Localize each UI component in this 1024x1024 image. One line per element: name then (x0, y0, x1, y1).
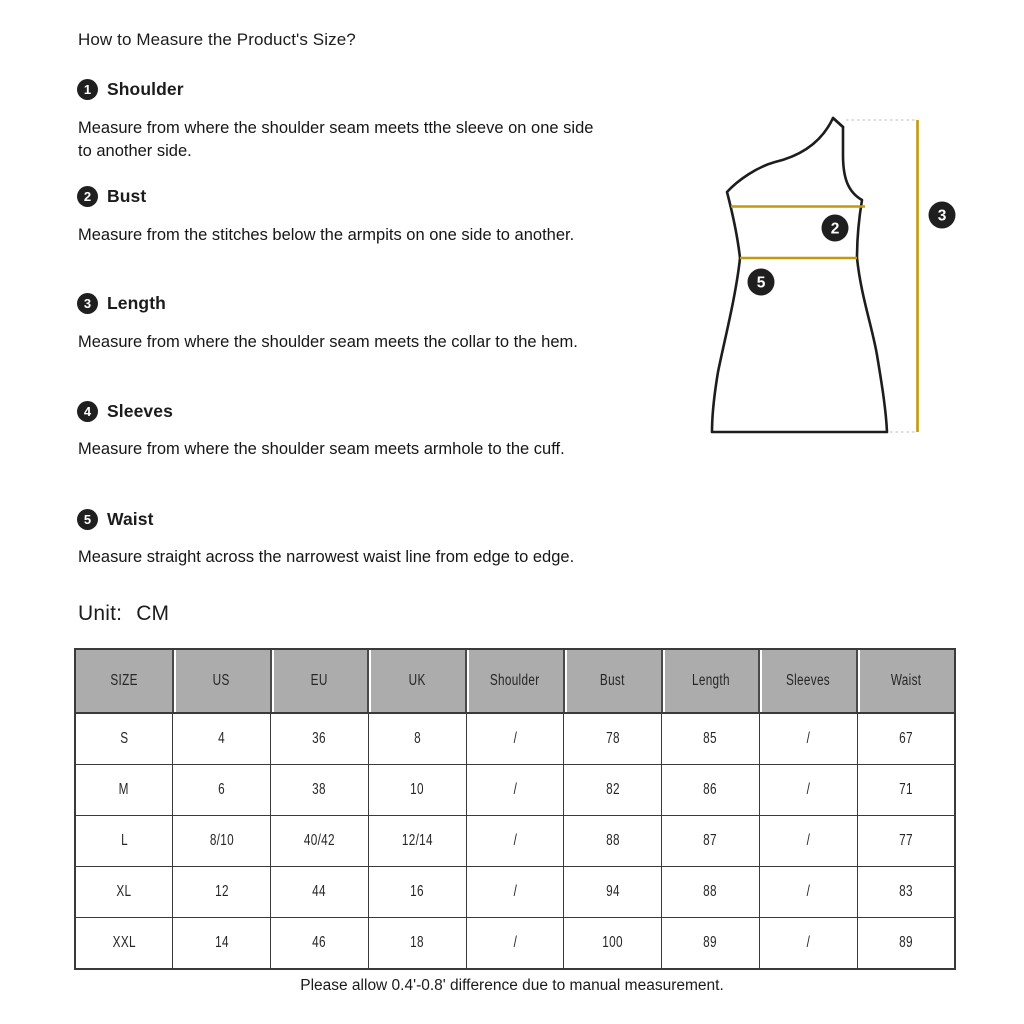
table-header-label: Shoulder (490, 672, 540, 689)
section-shoulder-desc: Measure from where the shoulder seam meets tthe sleeve on one side to another side. (78, 119, 594, 160)
step-1-badge: 1 (77, 79, 98, 100)
step-4-badge: 4 (77, 401, 98, 422)
table-cell-value: 78 (605, 730, 620, 747)
table-cell-value: 36 (312, 730, 327, 747)
table-cell (662, 713, 760, 765)
table-cell-value: 83 (898, 883, 913, 900)
table-cell (466, 867, 564, 918)
table-row (75, 867, 955, 918)
table-row (75, 713, 955, 765)
table-cell-value: 40/42 (303, 832, 335, 849)
table-header-label: Bust (600, 672, 626, 689)
unit-label: Unit: (78, 602, 123, 625)
table-cell (466, 765, 564, 816)
section-shoulder-label: Shoulder (107, 79, 184, 99)
table-cell (564, 867, 662, 918)
table-row (75, 918, 955, 970)
table-cell (759, 765, 857, 816)
table-cell-value: 38 (312, 781, 327, 798)
step-5-badge: 5 (77, 509, 98, 530)
unit-value: CM (136, 602, 170, 625)
table-cell (368, 918, 466, 970)
table-header-cell (271, 649, 369, 713)
table-cell-value: 46 (312, 934, 327, 951)
table-cell (368, 765, 466, 816)
table-cell (857, 816, 955, 867)
table-cell-value: 14 (214, 934, 229, 951)
unit-line (78, 602, 169, 626)
table-cell (75, 867, 173, 918)
table-cell (759, 816, 857, 867)
dress-outline (712, 118, 887, 432)
table-cell (173, 918, 271, 970)
marker-length (929, 202, 956, 229)
table-cell (368, 867, 466, 918)
table-cell (368, 816, 466, 867)
table-cell (75, 816, 173, 867)
table-header-cell (564, 649, 662, 713)
table-cell-value: XXL (112, 934, 136, 951)
page-title: How to Measure the Product's Size? (78, 30, 356, 49)
table-cell-value: 44 (312, 883, 327, 900)
table-cell (662, 867, 760, 918)
table-cell-value: 8/10 (209, 832, 234, 849)
table-header-label: Waist (890, 672, 922, 689)
table-cell (564, 765, 662, 816)
table-cell-value: 18 (410, 934, 425, 951)
section-waist (77, 509, 154, 530)
table-cell (759, 918, 857, 970)
table-cell-value: 10 (410, 781, 425, 798)
section-length (77, 293, 166, 314)
table-cell-value: 67 (898, 730, 913, 747)
table-cell (857, 867, 955, 918)
table-cell-value: 89 (898, 934, 913, 951)
table-cell (564, 918, 662, 970)
table-cell-value: XL (116, 883, 132, 900)
table-cell (759, 713, 857, 765)
marker-waist-number: 5 (756, 274, 766, 292)
table-cell-value: / (806, 832, 811, 849)
table-cell-value: M (119, 781, 130, 798)
table-row (75, 816, 955, 867)
table-cell (271, 918, 369, 970)
table-cell (662, 765, 760, 816)
table-cell-value: / (806, 781, 811, 798)
table-cell (368, 713, 466, 765)
table-cell-value: 88 (605, 832, 620, 849)
section-bust (77, 186, 146, 207)
table-header-label: UK (408, 672, 426, 689)
table-cell (759, 867, 857, 918)
table-cell-value: / (513, 832, 517, 849)
table-header-cell (368, 649, 466, 713)
table-cell (466, 713, 564, 765)
table-cell-value: L (120, 832, 128, 849)
marker-length-number: 3 (937, 207, 947, 225)
section-shoulder (77, 79, 184, 100)
step-3-badge: 3 (77, 293, 98, 314)
footer-note: Please allow 0.4'-0.8' difference due to manual measurement. (300, 977, 724, 994)
table-header-label: Sleeves (786, 672, 831, 689)
table-cell (271, 816, 369, 867)
table-cell (173, 816, 271, 867)
table-cell-value: / (806, 883, 811, 900)
size-table (74, 648, 956, 970)
table-cell-value: / (806, 934, 811, 951)
table-cell (173, 867, 271, 918)
table-cell (271, 867, 369, 918)
size-table-body (75, 713, 955, 969)
table-cell (466, 816, 564, 867)
table-cell-value: / (806, 730, 811, 747)
table-cell-value: 8 (413, 730, 421, 747)
table-cell-value: 89 (703, 934, 718, 951)
table-cell-value: 85 (703, 730, 718, 747)
table-cell-value: 100 (602, 934, 623, 951)
table-header-label: SIZE (110, 672, 138, 689)
table-header-row (75, 649, 955, 713)
table-row (75, 765, 955, 816)
table-cell-value: 88 (703, 883, 718, 900)
table-cell (564, 713, 662, 765)
table-cell (857, 918, 955, 970)
table-cell (271, 765, 369, 816)
section-bust-desc: Measure from the stitches below the armpits on one side to another. (78, 226, 575, 244)
table-cell-value: 12/14 (401, 832, 433, 849)
table-cell-value: 86 (703, 781, 718, 798)
table-header-cell (857, 649, 955, 713)
table-cell-value: S (120, 730, 129, 747)
table-cell-value: 6 (218, 781, 226, 798)
step-2-badge: 2 (77, 186, 98, 207)
table-cell-value: / (513, 883, 517, 900)
table-cell-value: / (513, 934, 517, 951)
dress-strap-tip (833, 118, 843, 127)
table-cell-value: 16 (410, 883, 425, 900)
table-cell (271, 713, 369, 765)
section-bust-label: Bust (107, 186, 147, 206)
table-cell-value: / (513, 781, 517, 798)
table-header-label: US (213, 672, 231, 689)
table-header-cell (173, 649, 271, 713)
marker-bust (822, 215, 849, 242)
section-sleeves-desc: Measure from where the shoulder seam meets armhole to the cuff. (78, 440, 565, 458)
section-length-label: Length (107, 293, 166, 313)
table-cell-value: 4 (218, 730, 226, 747)
section-length-desc: Measure from where the shoulder seam meets the collar to the hem. (78, 333, 578, 351)
table-header-cell (466, 649, 564, 713)
table-cell-value: 77 (898, 832, 913, 849)
table-cell-value: 71 (898, 781, 913, 798)
table-cell (75, 765, 173, 816)
section-waist-desc: Measure straight across the narrowest waist line from edge to edge. (78, 548, 575, 566)
table-cell (857, 713, 955, 765)
table-cell (173, 765, 271, 816)
section-waist-label: Waist (107, 509, 154, 529)
size-table-head (75, 649, 955, 713)
section-sleeves (77, 401, 173, 422)
table-cell (75, 713, 173, 765)
table-cell (173, 713, 271, 765)
table-header-label: Length (691, 672, 730, 689)
table-cell-value: 87 (703, 832, 718, 849)
marker-waist (748, 269, 775, 296)
table-cell (466, 918, 564, 970)
dress-measurement-diagram (680, 100, 1000, 460)
section-sleeves-label: Sleeves (107, 401, 173, 421)
table-header-cell (75, 649, 173, 713)
table-cell (564, 816, 662, 867)
table-cell-value: 94 (605, 883, 620, 900)
table-header-label: EU (310, 672, 328, 689)
table-header-cell (759, 649, 857, 713)
table-cell (662, 918, 760, 970)
marker-bust-number: 2 (830, 220, 840, 238)
table-cell (75, 918, 173, 970)
table-cell-value: 82 (605, 781, 620, 798)
table-cell (857, 765, 955, 816)
table-cell (662, 816, 760, 867)
table-cell-value: 12 (214, 883, 229, 900)
table-header-cell (662, 649, 760, 713)
table-cell-value: / (513, 730, 517, 747)
